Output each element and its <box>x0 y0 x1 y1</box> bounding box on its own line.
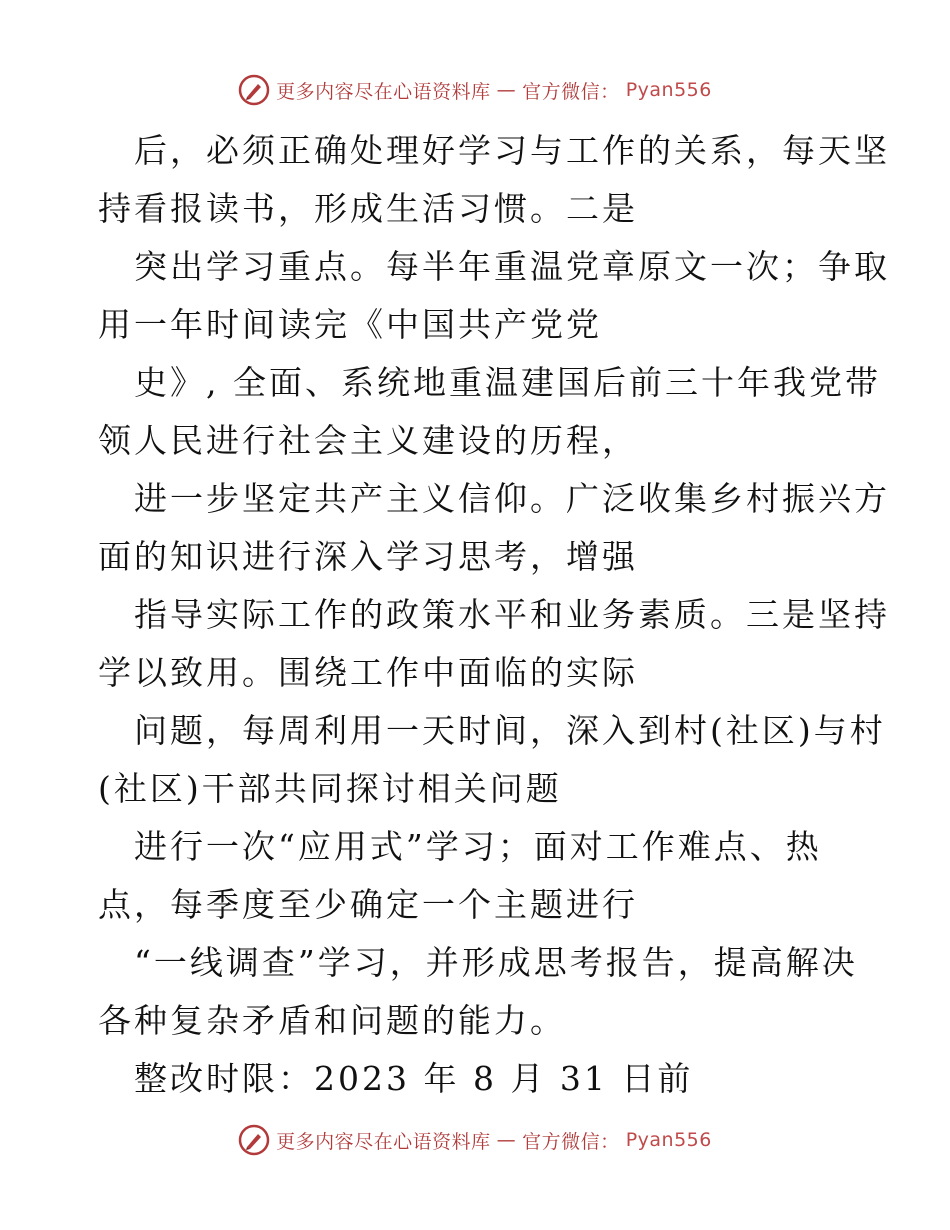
paragraph-line: 学以致用。围绕工作中面临的实际 <box>98 653 638 692</box>
watermark-separator: — <box>496 1129 517 1151</box>
paragraph <box>98 238 890 354</box>
paragraph-line: 史》, 全面、系统地重温建国后前三十年我党带 <box>134 363 881 402</box>
watermark-wechat-label: 官方微信： <box>522 1130 620 1153</box>
paragraph-line: 进行一次“应用式”学习；面对工作难点、热 <box>134 827 822 866</box>
paragraph <box>98 586 890 702</box>
watermark-wechat-id: Pyan556 <box>625 79 712 101</box>
paragraph-line: 点，每季度至少确定一个主题进行 <box>98 885 638 924</box>
paragraph-line: 持看报读书，形成生活习惯。二是 <box>98 189 638 228</box>
deadline-text: 整改时限：2023 年 8 月 31 日前 <box>134 1059 694 1098</box>
paragraph-line: 进一步坚定共产主义信仰。广泛收集乡村振兴方 <box>134 479 890 518</box>
paragraph-line: (社区)干部共同探讨相关问题 <box>98 769 562 808</box>
paragraph-line: 领人民进行社会主义建设的历程， <box>98 421 638 460</box>
paragraph <box>98 818 858 934</box>
pen-logo-icon <box>238 1124 270 1156</box>
watermark-site: 更多内容尽在心语资料库 <box>276 80 491 103</box>
watermark-separator: — <box>496 79 517 101</box>
paragraph-line: 面的知识进行深入学习思考，增强 <box>98 537 638 576</box>
pen-logo-icon <box>238 74 270 106</box>
footer-watermark <box>0 1124 950 1156</box>
paragraph-line: 各种复杂矛盾和问题的能力。 <box>98 1001 566 1040</box>
paragraph-line: 指导实际工作的政策水平和业务素质。三是坚持 <box>134 595 890 634</box>
watermark-wechat-label: 官方微信： <box>522 80 620 103</box>
paragraph <box>98 470 890 586</box>
paragraph-line: 用一年时间读完《中国共产党党 <box>98 305 602 344</box>
paragraph <box>98 702 886 818</box>
paragraph <box>98 354 881 470</box>
watermark-site: 更多内容尽在心语资料库 <box>276 1130 491 1153</box>
paragraph-line: “一线调查”学习，并形成思考报告，提高解决 <box>134 943 858 982</box>
paragraph-line: 后，必须正确处理好学习与工作的关系，每天坚 <box>134 131 890 170</box>
paragraph <box>98 934 858 1050</box>
paragraph <box>98 122 890 238</box>
paragraph-line: 突出学习重点。每半年重温党章原文一次；争取 <box>134 247 890 286</box>
header-watermark <box>0 74 950 106</box>
watermark-wechat-id: Pyan556 <box>625 1129 712 1151</box>
paragraph-line: 问题，每周利用一天时间，深入到村(社区)与村 <box>134 711 886 750</box>
document-body <box>98 122 890 1108</box>
